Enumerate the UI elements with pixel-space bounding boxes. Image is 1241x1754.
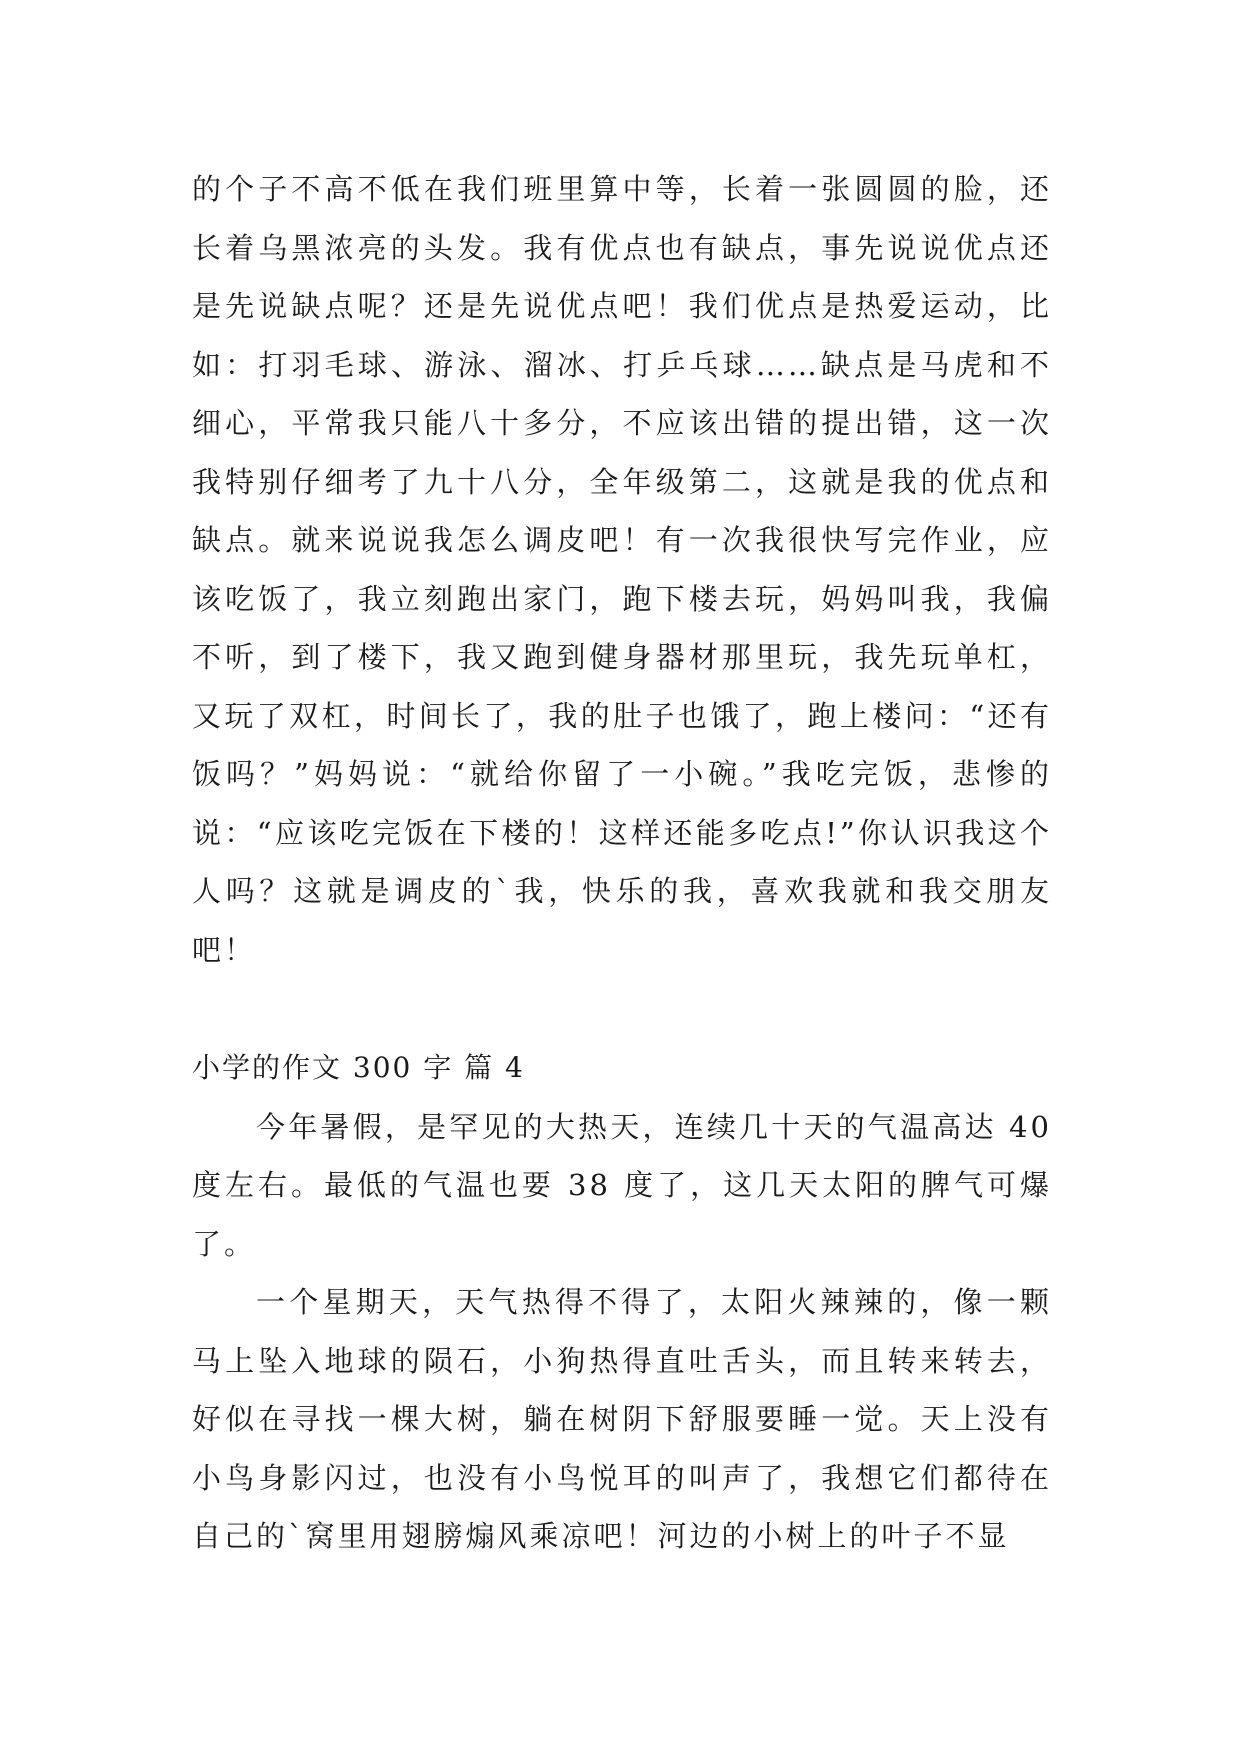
section-heading: 小学的作文 300 字 篇 4	[192, 1051, 525, 1084]
document-body	[192, 160, 1052, 1566]
paragraph-summer-heat: 今年暑假，是罕见的大热天，连续几十天的气温高达 40 度左右。最低的气温也要 38 度了，这几天太阳的脾气可爆了。	[192, 1109, 1052, 1261]
paragraph-continuation: 的个子不高不低在我们班里算中等，长着一张圆圆的脸，还长着乌黑浓亮的头发。我有优点也有缺点，事先说说优点还是先说缺点呢？还是先说优点吧！我们优点是热爱运动，比如：打羽毛球、游泳、溜冰、打乒乓球……缺点是马虎和不细心，平常我只能八十多分，不应该出错的提出错，这一次我特别仔细考了九十八分，全年级第二，这就是我的优点和缺点。就来说说我怎么调皮吧！有一次我很快写完作业，应该吃饭了，我立刻跑出家门，跑下楼去玩，妈妈叫我，我偏不听，到了楼下，我又跑到健身器材那里玩，我先玩单杠，又玩了双杠，时间长了，我的肚子也饿了，跑上楼问：“还有饭吗？”妈妈说：“就给你留了一小碗。”我吃完饭，悲惨的说：“应该吃完饭在下楼的！这样还能多吃点!”你认识我这个人吗？这就是调皮的`我，快乐的我，喜欢我就和我交朋友吧！	[192, 172, 1052, 967]
paragraph-sunday: 一个星期天，天气热得不得了，太阳火辣辣的，像一颗马上坠入地球的陨石，小狗热得直吐舌头，而且转来转去，好似在寻找一棵大树，躺在树阴下舒服要睡一觉。天上没有小鸟身影闪过，也没有小鸟悦耳的叫声了，我想它们都待在自己的`窝里用翅膀煽风乘凉吧！河边的小树上的叶子不显	[192, 1285, 1052, 1553]
